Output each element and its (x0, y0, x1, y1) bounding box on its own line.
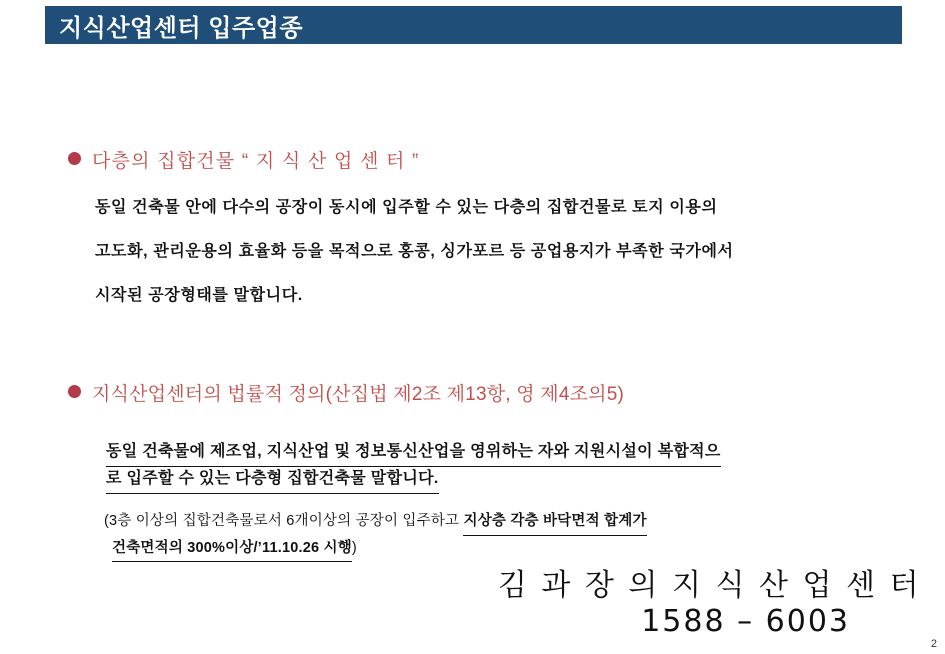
section2-note-line-2 (104, 536, 904, 563)
slide-title-bar (45, 6, 902, 44)
section1-heading: 다층의 집합건물 “ 지 식 산 업 센 터 ” (92, 151, 420, 172)
page-title: 지식산업센터 입주업종 (59, 14, 304, 42)
section1-body-line-1: 동일 건축물 안에 다수의 공장이 동시에 입주할 수 있는 다층의 집합건물로 토지 이용의 (95, 199, 718, 216)
section2-definition-block (106, 440, 896, 494)
brand-name: 김 과 장 의 지 식 산 업 센 터 (497, 568, 921, 603)
page-number: 2 (930, 638, 937, 650)
section2-definition-line-1: 동일 건축물에 제조업, 지식산업 및 정보통신산업을 영위하는 자와 지원시설이 복합적으 (106, 440, 721, 467)
section2-note-line-2-tail: ) (351, 539, 357, 556)
section2-note-line-1-emphasis: 지상층 각층 바닥면적 합계가 (463, 509, 646, 536)
bullet-dot-icon (68, 152, 81, 165)
section1-body-line-2: 고도화, 관리운용의 효율화 등을 목적으로 홍콩, 싱가포르 등 공업용지가 부족한 국가에서 (95, 243, 734, 260)
section1-heading-row (68, 146, 420, 173)
section2-note-line-2-emphasis: 건축면적의 300%이상/’11.10.26 시행 (112, 536, 352, 563)
brand-phone-number: 1588 – 6003 (641, 604, 850, 639)
section2-note-block (104, 509, 904, 562)
section2-definition-line-2: 로 입주할 수 있는 다층형 집합건축물 말합니다. (106, 467, 439, 494)
section2-note-line-1-plain: (3층 이상의 집합건축물로서 6개이상의 공장이 입주하고 (104, 513, 464, 529)
section2-heading-row (68, 379, 624, 406)
section2-heading: 지식산업센터의 법률적 정의(산집법 제2조 제13항, 영 제4조의5) (92, 384, 624, 405)
section2-note-line-1 (104, 509, 904, 536)
section1-body-line-3: 시작된 공장형태를 말합니다. (95, 287, 303, 304)
bullet-dot-icon (68, 385, 81, 398)
